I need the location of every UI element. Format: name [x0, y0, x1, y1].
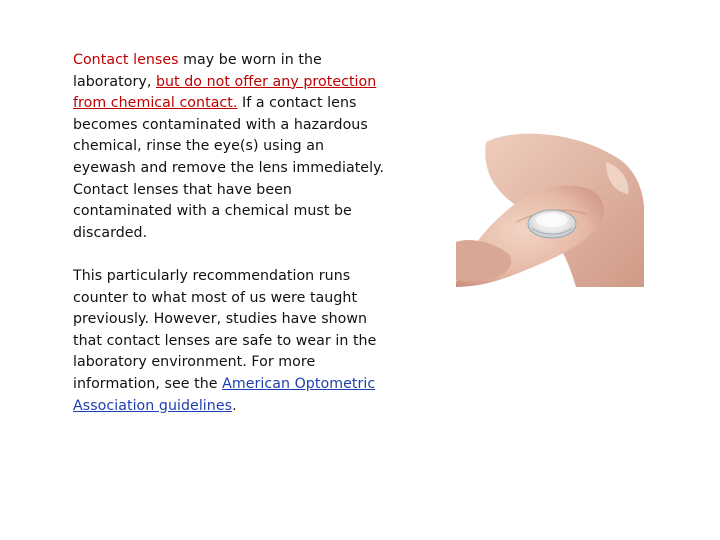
- paragraph-contact-lenses: [73, 50, 385, 244]
- contact-lens-on-finger-icon: [456, 132, 644, 287]
- paragraph-recommendation: [73, 266, 385, 417]
- recommendation-text: This particularly recommendation runs counter to what most of us were taught previously. However, studies have shown that contact lenses are safe to wear in the laboratory environment. For more information, see the: [73, 267, 377, 392]
- period: .: [232, 397, 237, 414]
- protection-warning: but do not offer any protection from chemical contact.: [73, 73, 377, 112]
- contact-lenses-term: Contact lenses: [73, 52, 179, 68]
- text-block: [73, 50, 385, 417]
- contamination-text: If a contact lens becomes contaminated with a hazardous chemical, rinse the eye(s) using an eyewash and remove the lens immediately. Contact lenses that have been contaminated with a chemical must be discarded.: [73, 95, 385, 241]
- may-be-worn-text: may be worn in the laboratory,: [73, 52, 322, 90]
- aoa-guidelines-link[interactable]: American Optometric Association guidelines: [73, 375, 376, 414]
- contact-lens-photo: [456, 132, 644, 287]
